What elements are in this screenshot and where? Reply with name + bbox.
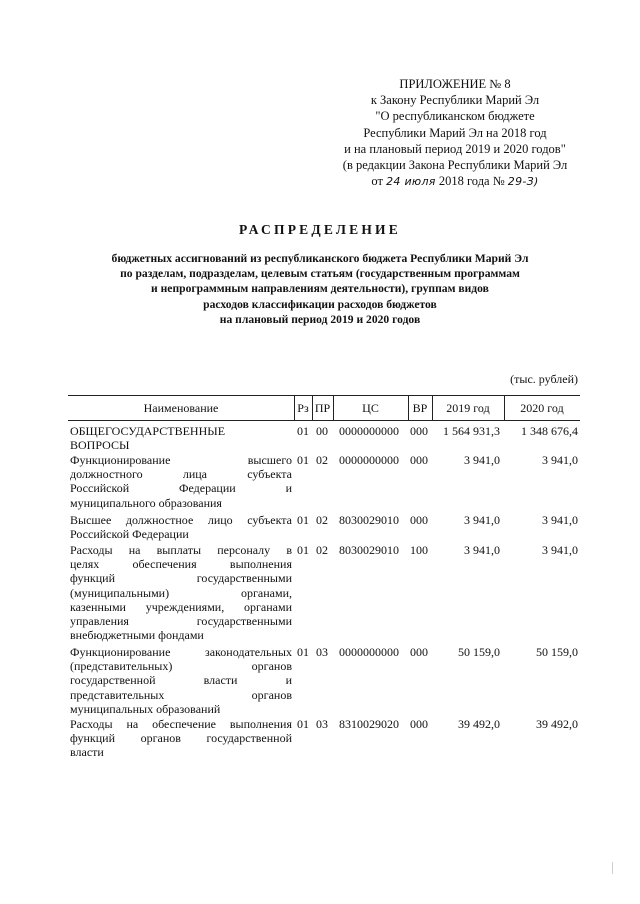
- name-line: муниципальных образований: [70, 701, 221, 716]
- cell-2020: 3 941,0: [542, 543, 578, 557]
- cell-rz: 01: [297, 424, 309, 438]
- document-subtitle: [60, 251, 580, 327]
- cell-vr: 000: [410, 645, 428, 659]
- cell-pr: 02: [316, 543, 328, 557]
- cell-cs: 8030029010: [339, 513, 399, 527]
- name-line: функций органов государственной: [70, 731, 292, 746]
- appendix-date-line: [330, 173, 580, 190]
- handwritten-date: 24 июля: [386, 175, 436, 189]
- handwritten-number: 29-З): [507, 175, 539, 189]
- cell-pr: 00: [316, 424, 328, 438]
- cell-vr: 000: [410, 424, 428, 438]
- row-name: [70, 513, 292, 541]
- cell-pr: 03: [316, 645, 328, 659]
- appendix-line: (в редакции Закона Республики Марий Эл: [342, 158, 568, 173]
- cell-2020: 3 941,0: [542, 453, 578, 467]
- cell-rz: 01: [297, 543, 309, 557]
- cell-vr: 000: [410, 513, 428, 527]
- cell-cs: 8030029010: [339, 543, 399, 557]
- cell-vr: 000: [410, 717, 428, 731]
- cell-cs: 0000000000: [339, 645, 399, 659]
- header-2020: 2020 год: [520, 401, 564, 415]
- date-prefix: от: [371, 174, 383, 189]
- appendix-header: [330, 76, 580, 190]
- cell-rz: 01: [297, 513, 309, 527]
- cell-pr: 03: [316, 717, 328, 731]
- header-pr: ПР: [314, 401, 331, 415]
- header-vr: ВР: [412, 401, 428, 415]
- cell-2020: 3 941,0: [542, 513, 578, 527]
- row-name: [70, 543, 292, 642]
- appendix-line: ПРИЛОЖЕНИЕ № 8: [399, 77, 511, 91]
- subtitle-line: на плановый период 2019 и 2020 годов: [219, 312, 421, 326]
- appendix-line: к Закону Республики Марий Эл: [370, 93, 540, 108]
- cell-2019: 39 492,0: [458, 717, 500, 731]
- name-line: целях обеспечения выполнения: [70, 557, 292, 572]
- header-rz: Рз: [297, 401, 309, 415]
- row-name: [70, 453, 292, 510]
- cell-2019: 3 941,0: [464, 453, 500, 467]
- scan-mark: [612, 862, 613, 874]
- subtitle-line: бюджетных ассигнований из республиканского бюджета Республики Марий Эл: [111, 252, 529, 265]
- cell-2020: 50 159,0: [536, 645, 578, 659]
- name-line: казенными учреждениями, органами: [70, 599, 292, 614]
- cell-cs: 0000000000: [339, 453, 399, 467]
- name-line: Функционирование законодательных: [70, 645, 292, 659]
- cell-vr: 100: [410, 543, 428, 557]
- name-line: ВОПРОСЫ: [70, 438, 130, 453]
- cell-vr: 000: [410, 453, 428, 467]
- name-line: Функционирование высшего: [70, 453, 292, 467]
- row-name: [70, 424, 292, 452]
- header-2019: 2019 год: [446, 401, 490, 415]
- header-cs: ЦС: [362, 401, 379, 415]
- name-line: управления государственными: [70, 614, 292, 629]
- appendix-line: и на плановый период 2019 и 2020 годов": [344, 141, 566, 156]
- cell-rz: 01: [297, 717, 309, 731]
- cell-rz: 01: [297, 645, 309, 659]
- cell-2019: 50 159,0: [458, 645, 500, 659]
- name-line: государственной власти и: [70, 673, 292, 688]
- subtitle-line: по разделам, подразделам, целевым статьям (государственным программам: [120, 267, 520, 281]
- cell-2019: 1 564 931,3: [443, 424, 500, 438]
- cell-pr: 02: [316, 453, 328, 467]
- cell-cs: 8310029020: [339, 717, 399, 731]
- subtitle-line: расходов классификации расходов бюджетов: [203, 297, 437, 311]
- name-line: власти: [70, 745, 104, 760]
- cell-cs: 0000000000: [339, 424, 399, 438]
- name-line: должностного лица субъекта: [70, 467, 292, 482]
- name-line: муниципального образования: [70, 495, 222, 510]
- cell-pr: 02: [316, 513, 328, 527]
- name-line: Российской Федерации и: [70, 481, 292, 496]
- date-middle: 2018 года №: [438, 174, 505, 189]
- name-line: (муниципальными) органами,: [70, 585, 292, 600]
- row-name: [70, 717, 292, 760]
- cell-2020: 39 492,0: [536, 717, 578, 731]
- table-header: [68, 395, 580, 421]
- cell-2019: 3 941,0: [464, 543, 500, 557]
- header-name: Наименование: [143, 401, 219, 415]
- name-line: (представительных) органов: [70, 659, 292, 674]
- document-title: РАСПРЕДЕЛЕНИЕ: [239, 222, 401, 237]
- name-line: Расходы на выплаты персоналу в: [70, 543, 292, 557]
- appendix-line: "О республиканском бюджете: [375, 109, 535, 124]
- name-line: представительных органов: [70, 687, 292, 702]
- name-line: Расходы на обеспечение выполнения: [70, 717, 292, 731]
- cell-2020: 1 348 676,4: [521, 424, 578, 438]
- name-line: Высшее должностное лицо субъекта: [70, 513, 292, 527]
- units-label: (тыс. рублей): [510, 372, 578, 386]
- name-line: ОБЩЕГОСУДАРСТВЕННЫЕ: [70, 424, 226, 438]
- row-name: [70, 645, 292, 716]
- subtitle-line: и непрограммным направлениям деятельности), группам видов: [151, 282, 489, 296]
- name-line: функций государственными: [70, 571, 292, 586]
- cell-rz: 01: [297, 453, 309, 467]
- cell-2019: 3 941,0: [464, 513, 500, 527]
- name-line: Российской Федерации: [70, 527, 189, 542]
- appendix-line: Республики Марий Эл на 2018 год: [363, 125, 547, 140]
- name-line: внебюджетными фондами: [70, 628, 204, 643]
